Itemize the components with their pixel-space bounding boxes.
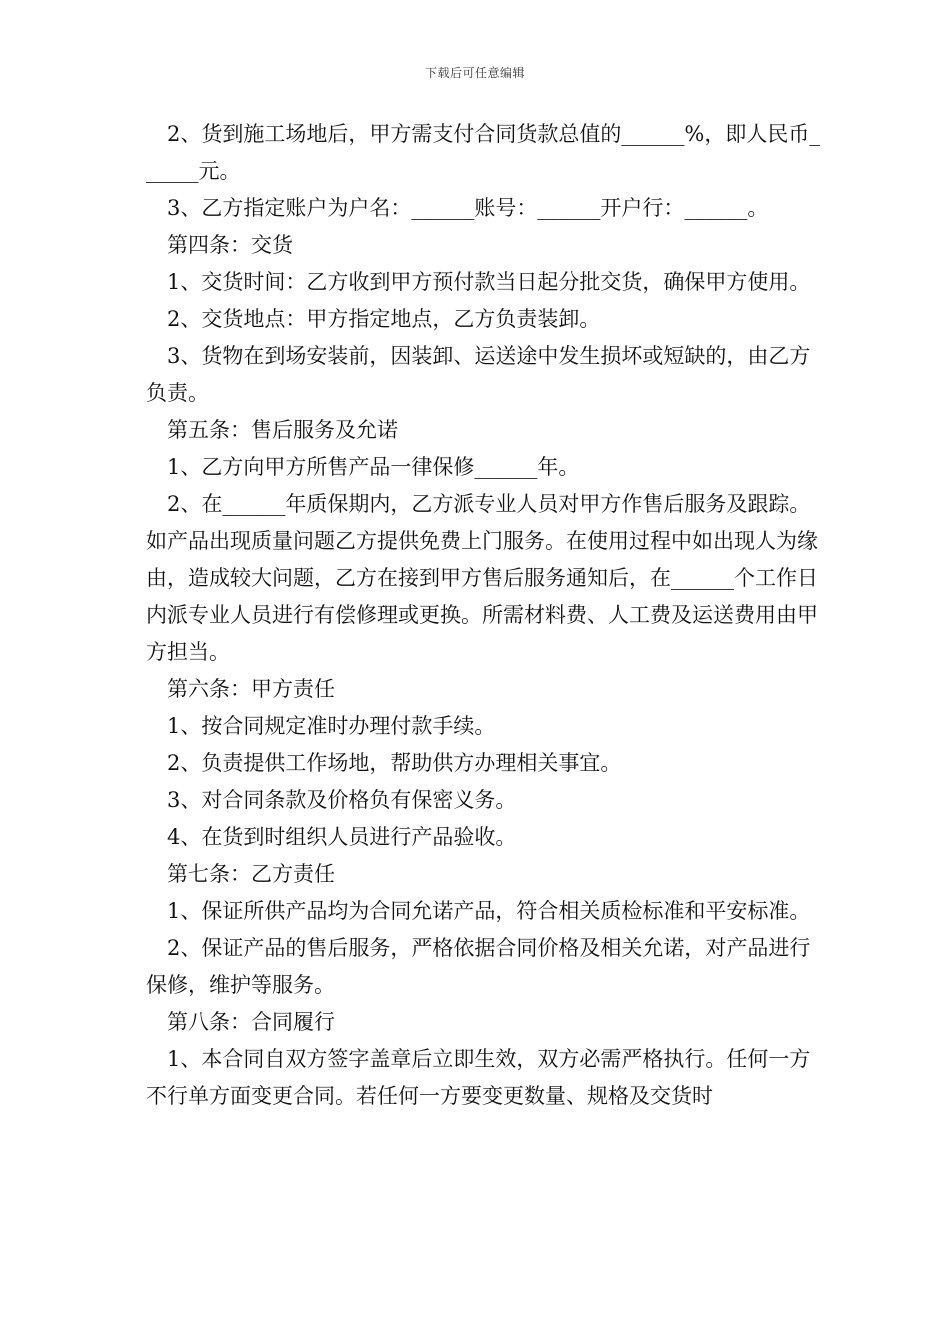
contract-body [146, 116, 826, 1115]
page-header: 下载后可任意编辑 [424, 66, 525, 80]
clause-paragraph: 3、乙方指定账户为户名：______账号：______开户行：______。 [167, 196, 769, 220]
clause-paragraph: 3、货物在到场安装前，因装卸、运送途中发生损坏或短缺的，由乙方负责。 [146, 344, 811, 405]
clause-paragraph: 4、在货到时组织人员进行产品验收。 [167, 825, 517, 849]
section-heading: 第五条：售后服务及允诺 [167, 418, 398, 442]
clause-paragraph: 2、货到施工场地后，甲方需支付合同货款总值的______%，即人民币______元。 [146, 122, 820, 183]
section-heading: 第六条：甲方责任 [167, 677, 335, 701]
clause-paragraph: 1、按合同规定准时办理付款手续。 [167, 714, 496, 738]
section-heading: 第八条：合同履行 [167, 1010, 335, 1034]
section-heading: 第四条：交货 [167, 233, 293, 257]
clause-paragraph: 1、保证所供产品均为合同允诺产品，符合相关质检标准和平安标准。 [167, 899, 811, 923]
clause-paragraph: 3、对合同条款及价格负有保密义务。 [167, 788, 517, 812]
clause-paragraph: 1、交货时间：乙方收到甲方预付款当日起分批交货，确保甲方使用。 [167, 270, 811, 294]
section-heading: 第七条：乙方责任 [167, 862, 335, 886]
clause-paragraph: 2、在______年质保期内，乙方派专业人员对甲方作售后服务及跟踪。如产品出现质量问题乙方提供免费上门服务。在使用过程中如出现人为缘由，造成较大问题，乙方在接到甲方售后服务通知后，在______个工作日内派专业人员进行有偿修理或更换。所需材料费、人工费及运送费用由甲方担当。 [146, 492, 818, 664]
clause-paragraph: 2、负责提供工作场地，帮助供方办理相关事宜。 [167, 751, 622, 775]
clause-paragraph: 2、保证产品的售后服务，严格依据合同价格及相关允诺，对产品进行保修，维护等服务。 [146, 936, 811, 997]
clause-paragraph: 2、交货地点：甲方指定地点，乙方负责装卸。 [167, 307, 601, 331]
clause-paragraph: 1、本合同自双方签字盖章后立即生效，双方必需严格执行。任何一方不行单方面变更合同。若任何一方要变更数量、规格及交货时 [146, 1047, 811, 1108]
clause-paragraph: 1、乙方向甲方所售产品一律保修______年。 [167, 455, 580, 479]
